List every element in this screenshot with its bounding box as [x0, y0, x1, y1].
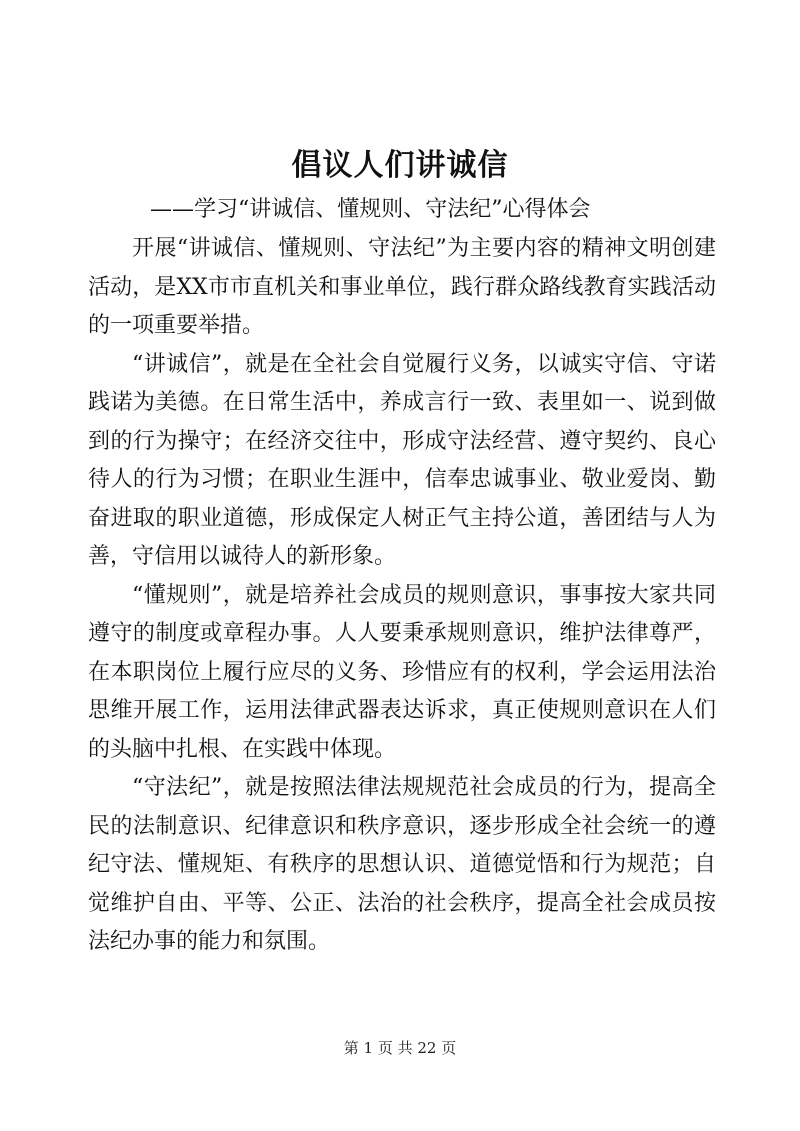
paragraph-integrity: “讲诚信”，就是在全社会自觉履行义务，以诚实守信、守诺践诺为美德。在日常生活中，养成言行一致、表里如一、说到做到的行为操守；在经济交往中，形成守法经营、遵守契约、良心待人的行为习惯；在职业生涯中，信奉忠诚事业、敬业爱岗、勤奋进取的职业道德，形成保定人树正气主持公道，善团结与人为善，守信用以诚待人的新形象。: [88, 351, 716, 569]
page-title: 倡议人们讲诚信: [291, 148, 509, 183]
page-number-footer: 第 1 页 共 22 页: [343, 1039, 457, 1057]
page-subtitle: ——学习“讲诚信、懂规则、守法纪”心得体会: [150, 197, 591, 222]
paragraph-intro: 开展“讲诚信、懂规则、守法纪”为主要内容的精神文明创建活动，是XX市市直机关和事业单位，践行群众路线教育实践活动的一项重要举措。: [88, 236, 716, 338]
document-body: [88, 230, 716, 962]
paragraph-law: “守法纪”，就是按照法律法规规范社会成员的行为，提高全民的法制意识、纪律意识和秩序意识，逐步形成全社会统一的遵纪守法、懂规矩、有秩序的思想认识、道德觉悟和行为规范；自觉维护自由、平等、公正、法治的社会秩序，提高全社会成员按法纪办事的能力和氛围。: [88, 775, 716, 954]
paragraph-rules: “懂规则”，就是培养社会成员的规则意识，事事按大家共同遵守的制度或章程办事。人人要秉承规则意识，维护法律尊严，在本职岗位上履行应尽的义务、珍惜应有的权利，学会运用法治思维开展工作，运用法律武器表达诉求，真正使规则意识在人们的头脑中扎根、在实践中体现。: [88, 582, 716, 762]
